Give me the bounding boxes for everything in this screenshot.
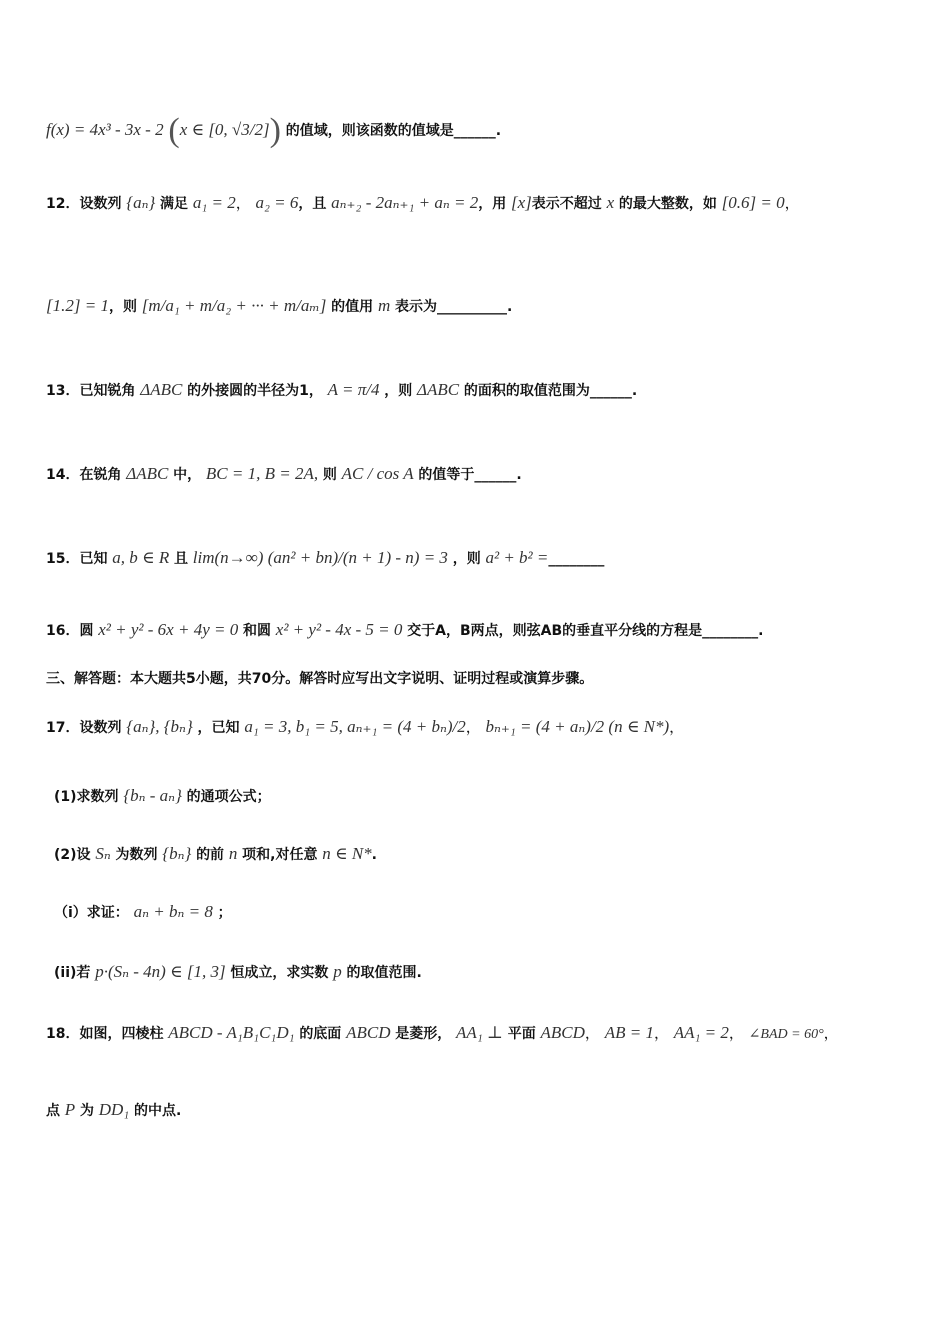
q18-text2: 的底面 bbox=[299, 1026, 342, 1042]
q16-circle-2: x² + y² - 4x - 5 = 0 bbox=[275, 620, 403, 639]
q17-piib: 恒成立，求实数 bbox=[230, 965, 329, 981]
q14-text3: 则 bbox=[322, 467, 337, 483]
q18-prism: ABCD - A₁B₁C₁D₁ bbox=[168, 1023, 295, 1042]
q17-text1: 17．设数列 bbox=[46, 720, 122, 736]
q14-line bbox=[46, 464, 910, 484]
q17-text2: ，已知 bbox=[197, 720, 240, 736]
q13-text1: 13．已知锐角 bbox=[46, 383, 136, 399]
q11-function: f(x) = 4x³ - 3x - 2 bbox=[46, 120, 164, 139]
q18-line-2 bbox=[46, 1100, 910, 1120]
q13-text3: ，则 bbox=[384, 383, 413, 399]
q12-expr: [m/a₁ + m/a₂ + ··· + m/aₘ] bbox=[141, 296, 327, 315]
q12-t2: ，且 bbox=[298, 196, 327, 212]
q17-piieq: p·(Sₙ - 4n) ∈ [1, 3] bbox=[95, 962, 226, 981]
q16-text3: 交于A，B两点，则弦AB的垂直平分线的方程是________. bbox=[407, 623, 764, 639]
q12-t7: 的值用 bbox=[331, 299, 374, 315]
q12-t8: 表示为__________. bbox=[395, 299, 513, 315]
q12-a2: a₂ = 6 bbox=[255, 193, 299, 212]
q17-p2set: n ∈ N* bbox=[322, 844, 372, 863]
q17-piip: p bbox=[333, 962, 342, 981]
q13-angle: A = π/4 bbox=[327, 380, 380, 399]
q15-text2: 且 bbox=[174, 551, 189, 567]
q17-pib: ； bbox=[217, 905, 232, 921]
q17-p2a: (2)设 bbox=[54, 847, 91, 863]
q18-line-1: 18．如图，四棱柱 ABCD - A₁B₁C₁D₁ 的底面 ABCD 是菱形， AA₁ ⊥ 平面 ABCD， AB = 1， AA₁ = 2， ∠BAD = 60°， bbox=[46, 1023, 839, 1042]
q17-part-1 bbox=[54, 786, 910, 806]
q14-triangle: ΔABC bbox=[126, 464, 169, 483]
q11-paren-close: ) bbox=[269, 112, 281, 149]
q12-line-1: 12．设数列 {aₙ} 满足 a₁ = 2， a₂ = 6，且 aₙ₊₂ - 2aₙ₊₁ + aₙ = 2，用 [x]表示不超过 x 的最大整数，如 [0.6] = 0， bbox=[46, 193, 800, 212]
q12-t4: 表示不超过 bbox=[531, 196, 602, 212]
q17-init: a₁ = 3, b₁ = 5, aₙ₊₁ = (4 + bₙ)/2 bbox=[244, 717, 466, 736]
q17-p1seq: {bₙ - aₙ} bbox=[123, 786, 182, 805]
q18-ab: AB = 1 bbox=[604, 1023, 654, 1042]
q18-text6: 为 bbox=[79, 1103, 94, 1119]
q12-t1: 满足 bbox=[160, 196, 189, 212]
q18-p: P bbox=[64, 1100, 76, 1119]
q13-text2: 的外接圆的半径为1， bbox=[187, 383, 323, 399]
q18-dd1: DD₁ bbox=[98, 1100, 130, 1119]
q18-text4: 平面 bbox=[507, 1026, 536, 1042]
q15-blank: ________ bbox=[548, 551, 605, 567]
q17-piia: (ii)若 bbox=[54, 965, 91, 981]
q18-plane: ABCD bbox=[540, 1023, 585, 1042]
q16-text1: 16．圆 bbox=[46, 623, 94, 639]
q17-p2s: Sₙ bbox=[95, 844, 111, 863]
q17-p2b: 为数列 bbox=[115, 847, 158, 863]
q13-line bbox=[46, 380, 910, 400]
q18-perp: AA₁ ⊥ bbox=[456, 1023, 503, 1042]
q17-line: 17．设数列 {aₙ}, {bₙ} ，已知 a₁ = 3, b₁ = 5, aₙ₊₁ = (4 + bₙ)/2， bₙ₊₁ = (4 + aₙ)/2 (n ∈ N*)， bbox=[46, 717, 685, 736]
q11-line bbox=[46, 112, 910, 150]
q12-a1: a₁ = 2 bbox=[192, 193, 236, 212]
q11-domain: x ∈ [0, √3/2] bbox=[179, 120, 270, 139]
q18-text5: 点 bbox=[46, 1103, 60, 1119]
q11-paren: ( bbox=[168, 112, 180, 149]
q18-aa1: AA₁ = 2 bbox=[673, 1023, 729, 1042]
q17-part-i bbox=[54, 902, 910, 922]
q12-seq: {aₙ} bbox=[126, 193, 156, 212]
q17-part-2 bbox=[54, 844, 910, 864]
q12-t6: ，则 bbox=[108, 299, 137, 315]
q14-text1: 14．在锐角 bbox=[46, 467, 122, 483]
q12-number: 12．设数列 bbox=[46, 196, 122, 212]
q12-x: x bbox=[606, 193, 615, 212]
q15-text1: 15．已知 bbox=[46, 551, 108, 567]
q18-text3: 是菱形， bbox=[395, 1026, 452, 1042]
q18-text1: 18．如图，四棱柱 bbox=[46, 1026, 164, 1042]
q13-triangle: ΔABC bbox=[140, 380, 183, 399]
q12-m: m bbox=[377, 296, 391, 315]
q11-text: 的值域，则该函数的值域是______. bbox=[285, 123, 502, 139]
q12-line-2 bbox=[46, 296, 910, 316]
q18-angle: ∠BAD = 60° bbox=[748, 1027, 824, 1042]
q17-p2n: n bbox=[228, 844, 238, 863]
q12-floor: [x] bbox=[511, 193, 532, 212]
q18-text7: 的中点. bbox=[133, 1103, 182, 1119]
q12-t5: 的最大整数，如 bbox=[618, 196, 717, 212]
q12-ex2: [1.2] = 1 bbox=[46, 296, 109, 315]
q14-text2: 中， bbox=[173, 467, 202, 483]
q18-base: ABCD bbox=[346, 1023, 391, 1042]
q15-ask: a² + b² = bbox=[485, 548, 549, 567]
q14-text4: 的值等于______. bbox=[418, 467, 522, 483]
q14-cond: BC = 1, B = 2A, bbox=[205, 464, 319, 483]
q15-limit: lim(n→∞) (an² + bn)/(n + 1) - n) = 3 bbox=[192, 548, 448, 567]
q13-text4: 的面积的取值范围为______. bbox=[463, 383, 638, 399]
q15-line bbox=[46, 548, 910, 568]
q17-p2e: . bbox=[371, 847, 377, 863]
section-3-heading bbox=[46, 668, 910, 688]
q17-pieq: aₙ + bₙ = 8 bbox=[133, 902, 213, 921]
q17-seqs: {aₙ}, {bₙ} bbox=[126, 717, 193, 736]
q16-line bbox=[46, 620, 910, 640]
q17-p2seq: {bₙ} bbox=[162, 844, 192, 863]
section-3-text: 三、解答题：本大题共5小题，共70分。解答时应写出文字说明、证明过程或演算步骤。 bbox=[46, 671, 594, 687]
q14-fraction: AC / cos A bbox=[341, 464, 414, 483]
q17-piic: 的取值范围. bbox=[346, 965, 422, 981]
q15-text3: ，则 bbox=[452, 551, 481, 567]
q12-ex1: [0.6] = 0 bbox=[721, 193, 785, 212]
q16-text2: 和圆 bbox=[243, 623, 271, 639]
q17-part-ii bbox=[54, 962, 910, 982]
q17-p2c: 的前 bbox=[196, 847, 225, 863]
q13-triangle-2: ΔABC bbox=[417, 380, 460, 399]
q15-set: a, b ∈ R bbox=[112, 548, 170, 567]
q17-p2d: 项和,对任意 bbox=[242, 847, 318, 863]
q17-pia: （i）求证： bbox=[54, 905, 129, 921]
q17-p1a: (1)求数列 bbox=[54, 789, 119, 805]
q12-t3: ，用 bbox=[478, 196, 507, 212]
q17-p1b: 的通项公式； bbox=[186, 789, 271, 805]
q12-rec: aₙ₊₂ - 2aₙ₊₁ + aₙ = 2 bbox=[331, 193, 479, 212]
q17-rec: bₙ₊₁ = (4 + aₙ)/2 (n ∈ N*) bbox=[485, 717, 670, 736]
q16-circle-1: x² + y² - 6x + 4y = 0 bbox=[98, 620, 239, 639]
